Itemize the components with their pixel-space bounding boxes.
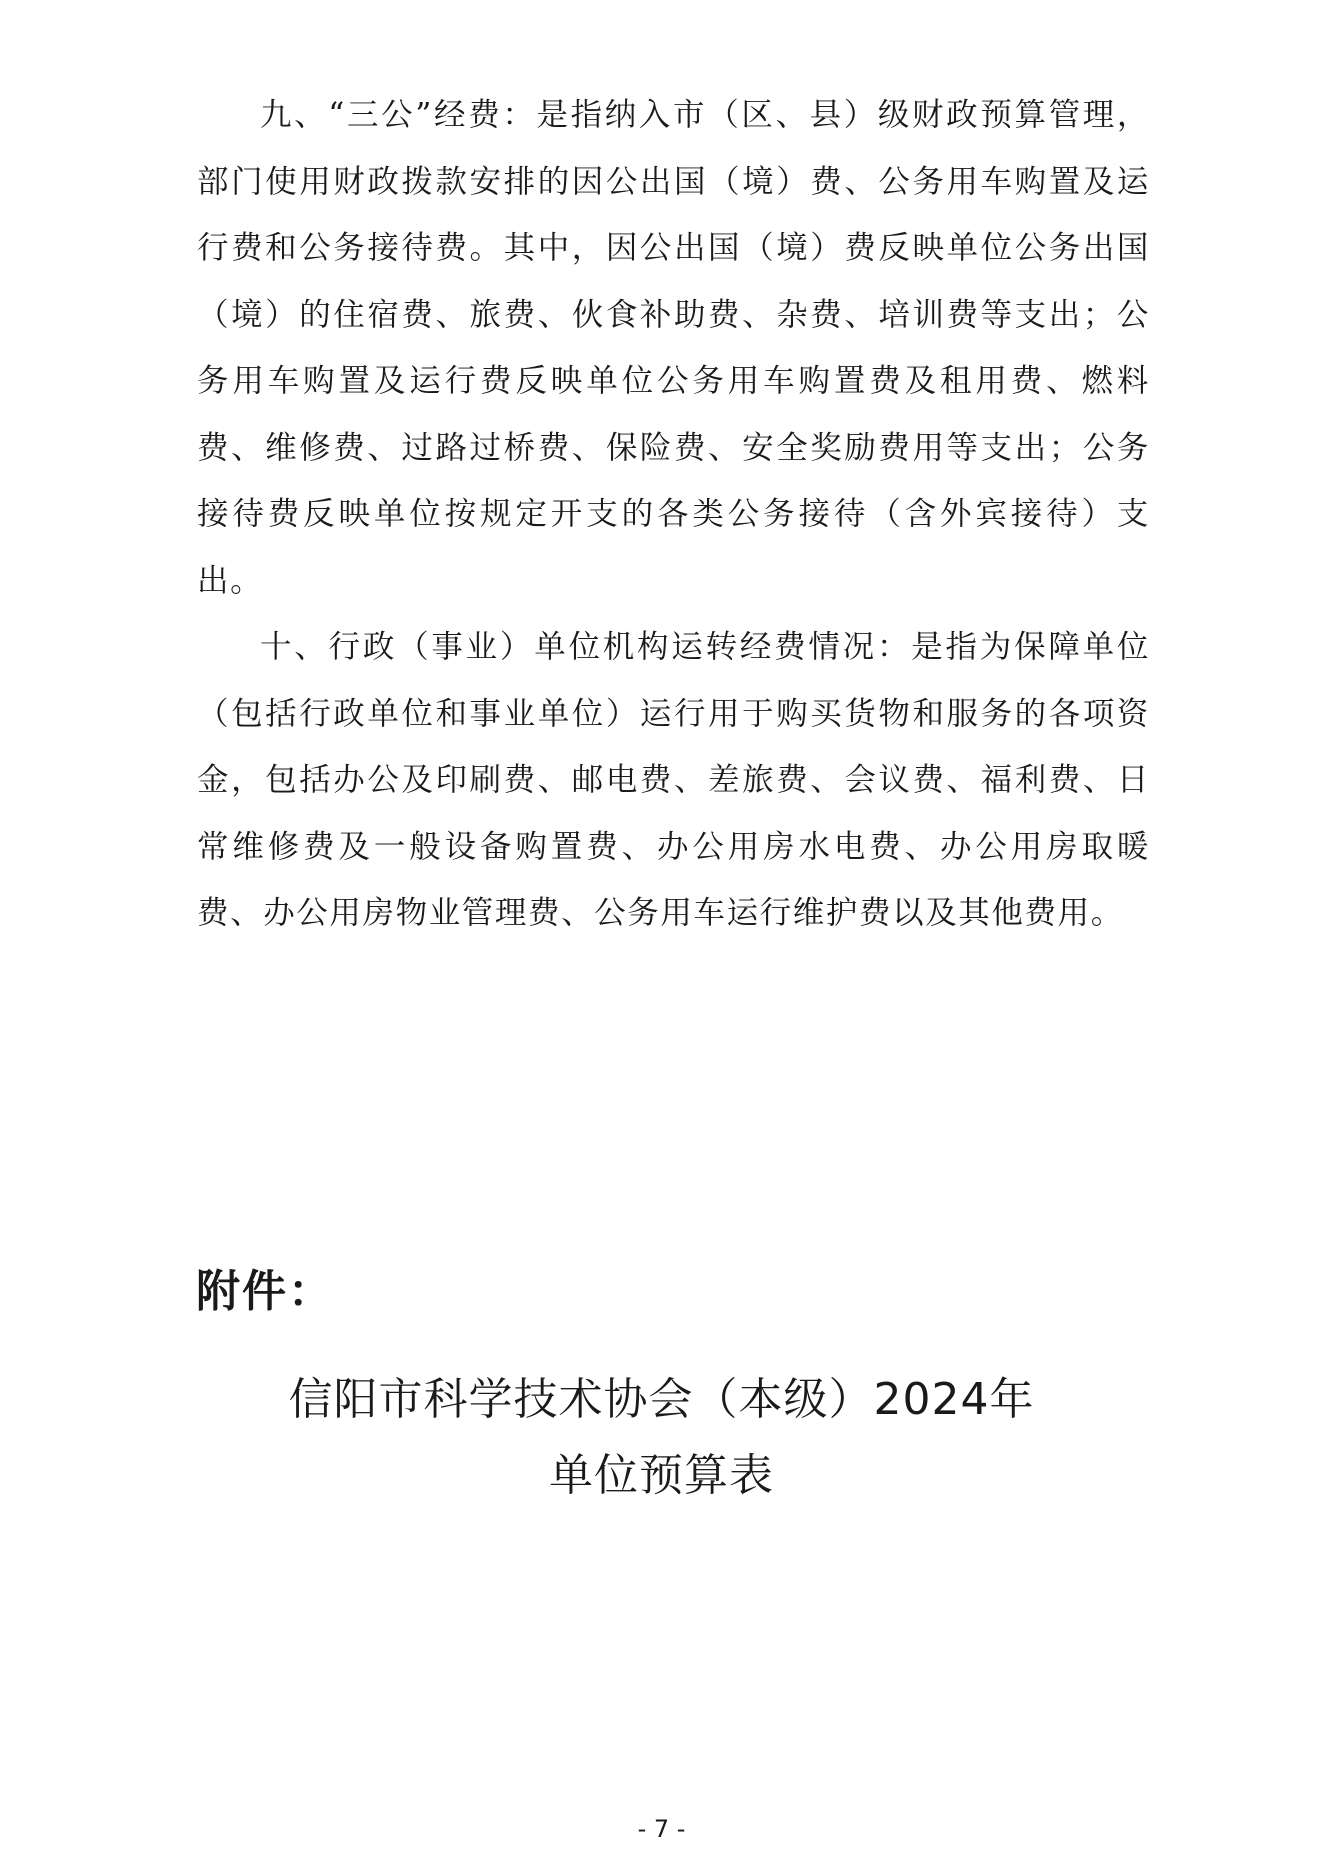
paragraph-operating-expenses: 十、行政（事业）单位机构运转经费情况：是指为保障单位（包括行政单位和事业单位）运行用于购买货物和服务的各项资金，包括办公及印刷费、邮电费、差旅费、会议费、福利费、日常维修费及一般设备购置费、办公用房水电费、办公用房取暖费、办公用房物业管理费、公务用车运行维护费以及其他费用。 (197, 629, 1150, 931)
page-number: - 7 - (637, 1815, 686, 1843)
paragraph-three-public-expenses: 九、“三公”经费：是指纳入市（区、县）级财政预算管理，部门使用财政拨款安排的因公出国（境）费、公务用车购置及运行费和公务接待费。其中，因公出国（境）费反映单位公务出国（境）的住宿费、旅费、伙食补助费、杂费、培训费等支出；公务用车购置及运行费反映单位公务用车购置费及租用费、燃料费、维修费、过路过桥费、保险费、安全奖励费用等支出；公务接待费反映单位按规定开支的各类公务接待（含外宾接待）支出。 (197, 97, 1150, 599)
attachment-title-line-1: 信阳市科学技术协会（本级）2024年 (288, 1374, 1035, 1425)
attachment-label: 附件： (196, 1266, 334, 1317)
attachment-title-line-2: 单位预算表 (549, 1450, 774, 1501)
attachment-title (0, 1362, 1323, 1514)
